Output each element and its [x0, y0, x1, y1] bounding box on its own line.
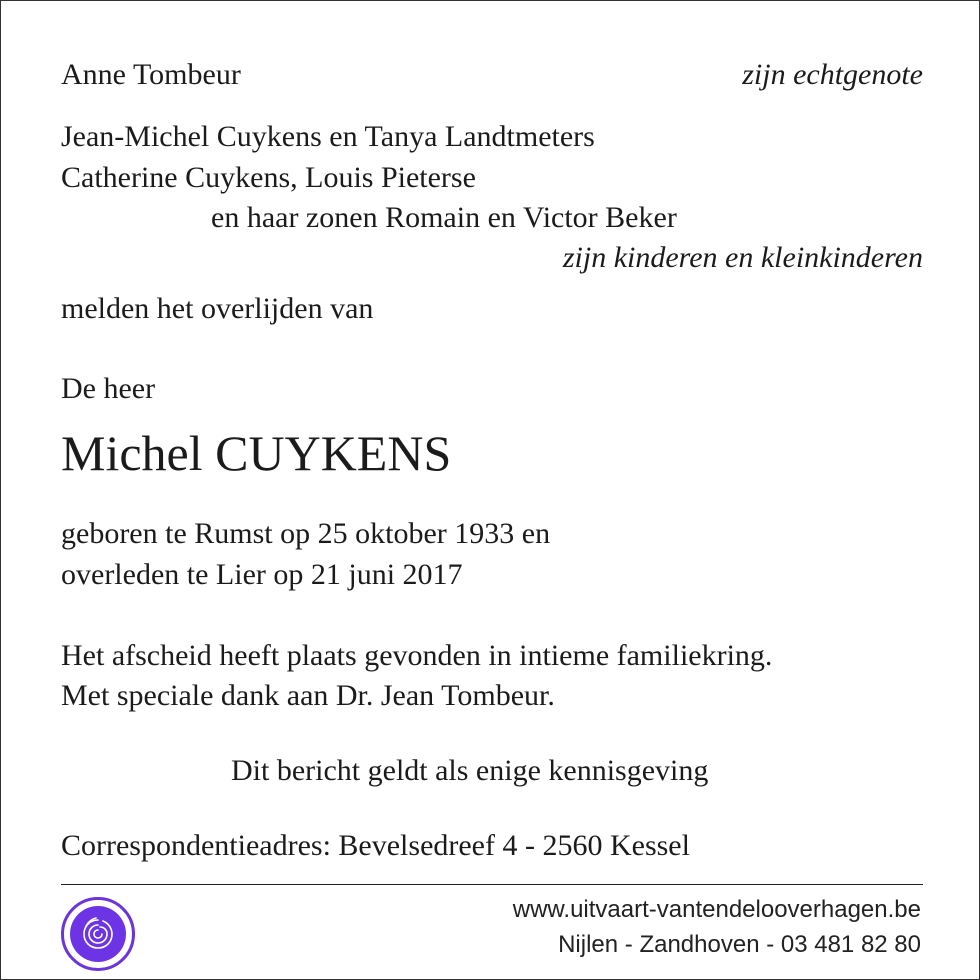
rose-logo-icon: [61, 897, 135, 971]
footer-website[interactable]: www.uitvaart-vantendelooverhagen.be: [512, 896, 921, 923]
farewell-line: Het afscheid heeft plaats gevonden in intieme familiekring.: [61, 639, 773, 672]
spouse-role: zijn echtgenote: [742, 58, 923, 91]
death-line: overleden te Lier op 21 juni 2017: [61, 558, 463, 591]
deceased-name: Michel CUYKENS: [61, 425, 452, 481]
salutation: De heer: [61, 372, 156, 405]
children-role: zijn kinderen en kleinkinderen: [562, 241, 923, 274]
announcement: melden het overlijden van: [61, 292, 374, 325]
footer-divider: [61, 884, 923, 885]
child-line-3: en haar zonen Romain en Victor Beker: [211, 201, 677, 234]
child-line-2: Catherine Cuykens, Louis Pieterse: [61, 161, 476, 194]
child-line-1: Jean-Michel Cuykens en Tanya Landtmeters: [61, 120, 595, 153]
spouse-name: Anne Tombeur: [61, 58, 241, 91]
notice-line: Dit bericht geldt als enige kennisgeving: [231, 754, 709, 787]
birth-line: geboren te Rumst op 25 oktober 1933 en: [61, 517, 551, 550]
footer-contact: Nijlen - Zandhoven - 03 481 82 80: [558, 931, 921, 958]
rose-icon: [70, 906, 126, 962]
address-line: Correspondentieadres: Bevelsedreef 4 - 2560 Kessel: [61, 829, 690, 862]
thanks-line: Met speciale dank aan Dr. Jean Tombeur.: [61, 679, 555, 712]
